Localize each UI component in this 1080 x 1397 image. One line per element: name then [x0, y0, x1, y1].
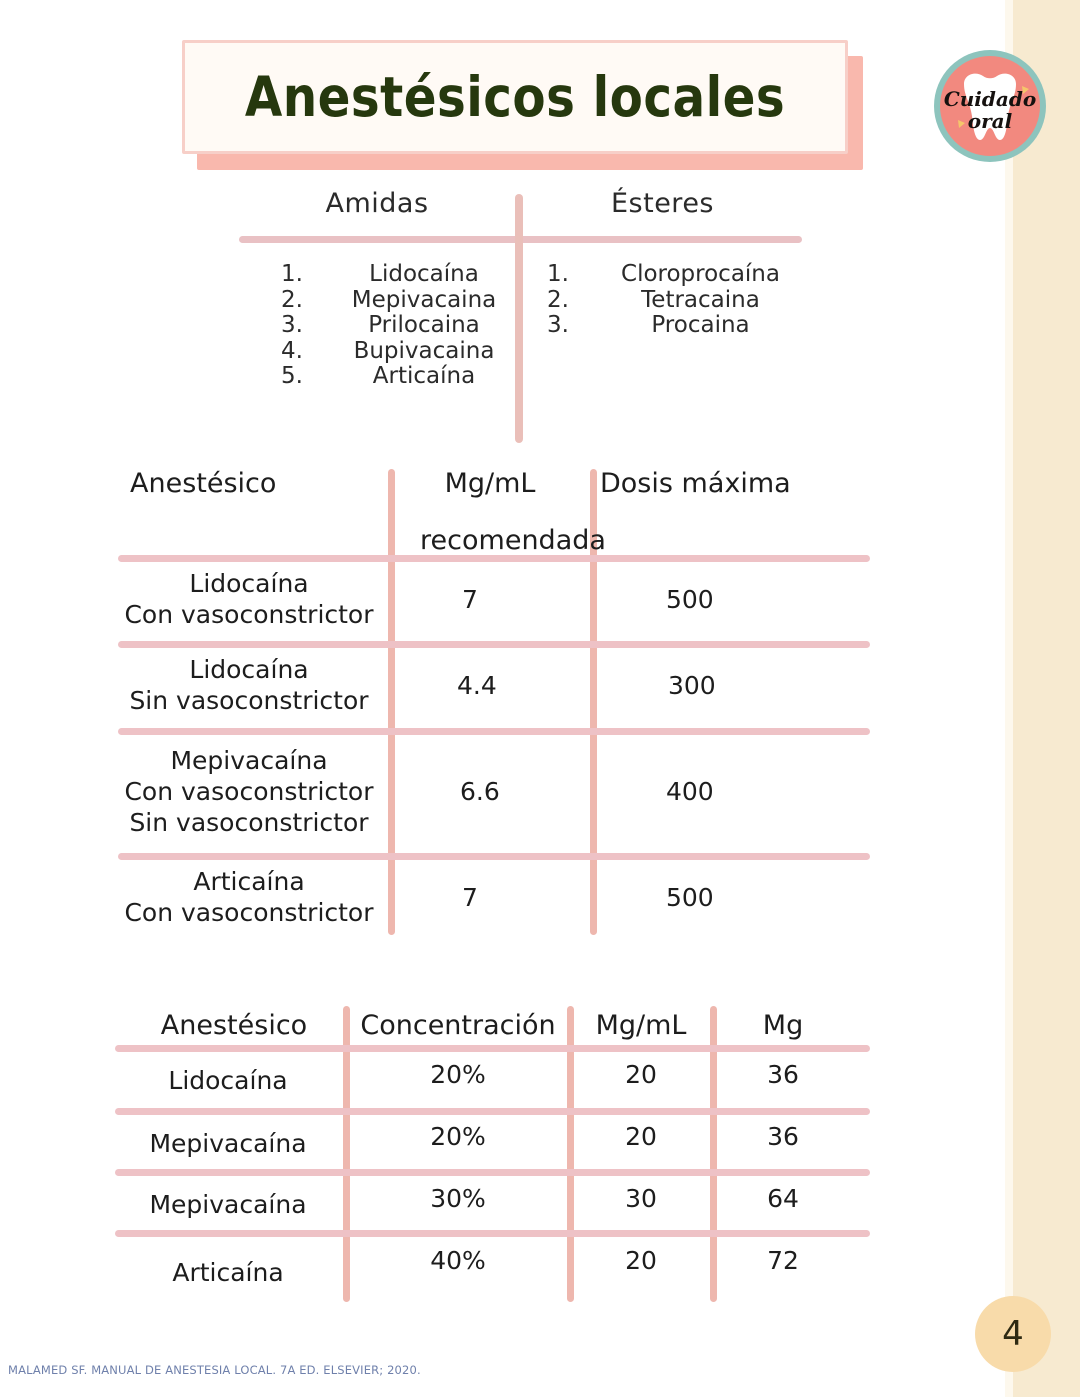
list-label: Bupivacaina [353, 337, 495, 364]
list-label: Articaína [372, 363, 476, 389]
table2-cell-mg: 36 [767, 1059, 799, 1089]
class-column-esteres [523, 188, 802, 339]
table2-header-concentracion: Concentración [360, 1009, 556, 1041]
table1-cell-dosis: 300 [668, 670, 716, 700]
table1-cell-mgml: 7 [462, 584, 478, 614]
table1-cell-dosis: 500 [666, 882, 714, 912]
class-heading-esteres: Ésteres [610, 188, 714, 219]
table2-header-anestesico: Anestésico [160, 1009, 308, 1041]
list-item [523, 313, 802, 339]
footer-citation: MALAMED SF. MANUAL DE ANESTESIA LOCAL. 7A ED. ELSEVIER; 2020. [8, 1363, 421, 1377]
table-row: Mepivacaína [149, 1128, 307, 1158]
table1-header-dosis: Dosis máxima [600, 467, 791, 499]
brand-logo [932, 48, 1048, 164]
table2-cell-mgml: 30 [625, 1183, 657, 1213]
logo-svg [932, 48, 1048, 164]
class-column-amidas [239, 188, 515, 390]
table2-cell-concentracion: 20% [430, 1121, 486, 1151]
logo-text-line1: Cuidado [943, 87, 1037, 111]
table2-cell-mg: 72 [767, 1245, 799, 1275]
title-box [182, 40, 848, 154]
table-maximum-dose [0, 455, 1013, 945]
list-label: Tetracaina [641, 286, 760, 313]
table2-cell-concentracion: 40% [430, 1245, 486, 1275]
list-item [239, 262, 515, 288]
table2-cell-concentracion: 30% [430, 1183, 486, 1213]
list-number: 5. [281, 363, 303, 389]
table1-header-mgml-line2: recomendada [420, 524, 606, 556]
list-label: Lidocaína [369, 261, 479, 287]
table-row: Lidocaína Con vasoconstrictor [124, 569, 374, 629]
table-row: Articaína Con vasoconstrictor [124, 867, 374, 927]
table1-cell-dosis: 500 [666, 584, 714, 614]
list-label: Cloroprocaína [621, 261, 780, 287]
table2-header-mg: Mg [762, 1009, 804, 1041]
page-title-banner [182, 40, 863, 170]
table1-vline-1 [388, 469, 395, 935]
list-item [239, 339, 515, 365]
list-item [239, 288, 515, 314]
table2-cell-concentracion: 20% [430, 1059, 486, 1089]
anesthetic-classes-section [0, 188, 1013, 443]
page-title: Anestésicos locales [244, 65, 786, 129]
table2-cell-mg: 64 [767, 1183, 799, 1213]
list-item [523, 288, 802, 314]
class-heading-amidas: Amidas [325, 188, 429, 219]
table1-cell-dosis: 400 [666, 776, 714, 806]
table-concentration [0, 1000, 1013, 1310]
page-number-badge [975, 1296, 1051, 1372]
table2-cell-mgml: 20 [625, 1121, 657, 1151]
page-number: 4 [1002, 1314, 1024, 1354]
list-label: Prilocaina [368, 312, 480, 338]
list-number: 4. [281, 337, 303, 364]
logo-text-line2: oral [967, 109, 1013, 133]
table1-header-anestesico: Anestésico [130, 467, 277, 499]
table1-cell-mgml: 7 [462, 882, 478, 912]
sidebar-strip [1013, 0, 1080, 1397]
list-number: 2. [281, 286, 303, 313]
table2-header-mgml: Mg/mL [595, 1009, 687, 1041]
list-item [239, 313, 515, 339]
class-list-amidas [239, 262, 515, 390]
list-item [239, 364, 515, 390]
table1-header-mgml-line1: Mg/mL [444, 467, 536, 499]
table2-cell-mg: 36 [767, 1121, 799, 1151]
class-list-esteres [523, 262, 802, 339]
list-item [523, 262, 802, 288]
list-label: Procaina [651, 312, 750, 338]
table-row: Lidocaína [168, 1065, 288, 1095]
table2-cell-mgml: 20 [625, 1245, 657, 1275]
table-row: Lidocaína Sin vasoconstrictor [129, 655, 369, 715]
table-row: Mepivacaína [149, 1189, 307, 1219]
list-number: 1. [281, 261, 303, 287]
list-number: 1. [547, 261, 569, 287]
table2-cell-mgml: 20 [625, 1059, 657, 1089]
classes-vertical-rule [515, 194, 523, 443]
list-label: Mepivacaina [351, 286, 497, 313]
list-number: 3. [281, 312, 303, 338]
table1-cell-mgml: 4.4 [457, 670, 497, 700]
list-number: 2. [547, 286, 569, 313]
list-number: 3. [547, 312, 569, 338]
table-row: Articaína [172, 1257, 284, 1287]
table-row: Mepivacaína Con vasoconstrictor Sin vasoconstrictor [124, 745, 374, 837]
table1-cell-mgml: 6.6 [460, 776, 500, 806]
